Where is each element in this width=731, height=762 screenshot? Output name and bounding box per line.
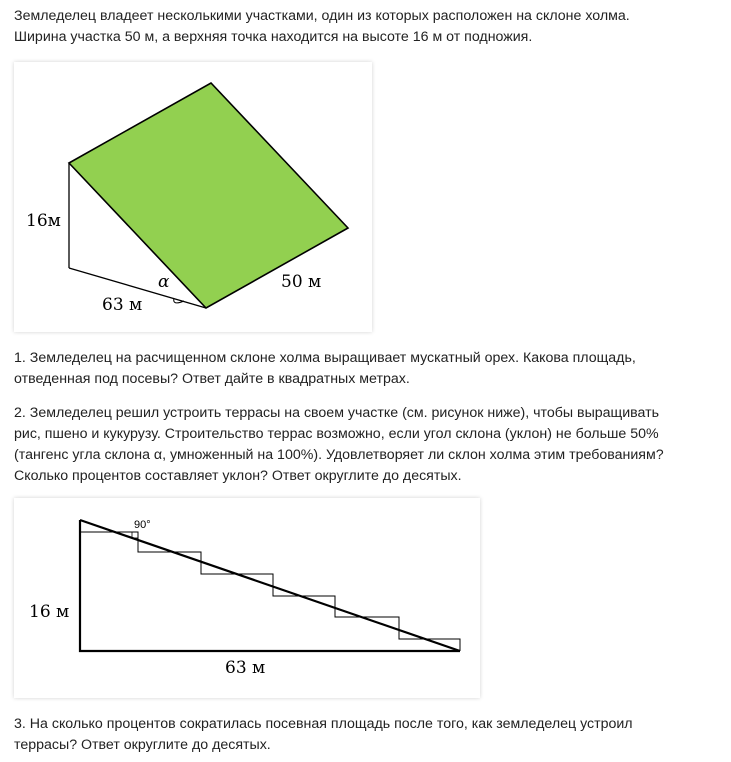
figure-terraces	[14, 498, 480, 698]
question-3-line-1: 3. На сколько процентов сократилась посевная площадь после того, как земледелец устроил	[14, 716, 633, 732]
question-3-line-2: террасы? Ответ округлите до десятых.	[14, 737, 271, 753]
hypotenuse-slope	[80, 520, 460, 651]
question-2-line-3: (тангенс угла склона α, умноженный на 100%). Удовлетворяет ли склон холма этим требованиям?	[14, 447, 664, 463]
intro-paragraph	[14, 6, 726, 48]
question-2	[14, 403, 726, 487]
height-label: 16м	[26, 211, 61, 231]
base-length-label: 63 м	[102, 295, 143, 315]
question-2-line-1: 2. Земледелец решил устроить террасы на своем участке (см. рисунок ниже), чтобы выращивать	[14, 405, 659, 421]
terrace-steps	[80, 532, 460, 651]
question-2-line-2: рис, пшено и кукурузу. Строительство террас возможно, если угол склона (уклон) не больше 50%	[14, 426, 659, 442]
question-1-line-1: 1. Земледелец на расчищенном склоне холма выращивает мускатный орех. Какова площадь,	[14, 350, 636, 366]
terraces-diagram	[14, 498, 480, 698]
terrace-base-label: 63 м	[225, 658, 266, 678]
angle-alpha-label: α	[158, 272, 170, 292]
intro-line-1: Земледелец владеет несколькими участками, один из которых расположен на склоне холма.	[14, 8, 630, 24]
question-2-line-4: Сколько процентов составляет уклон? Ответ округлите до десятых.	[14, 468, 462, 484]
right-angle-label: 90°	[134, 519, 151, 531]
question-3	[14, 714, 726, 756]
intro-line-2: Ширина участка 50 м, а верхняя точка находится на высоте 16 м от подножия.	[14, 29, 533, 45]
figure-slope-plot	[14, 62, 372, 332]
slope-plot-diagram	[14, 62, 372, 332]
width-label: 50 м	[281, 272, 322, 292]
question-1-line-2: отведенная под посевы? Ответ дайте в квадратных метрах.	[14, 371, 410, 387]
terrace-height-label: 16 м	[29, 602, 70, 622]
question-1	[14, 348, 726, 390]
